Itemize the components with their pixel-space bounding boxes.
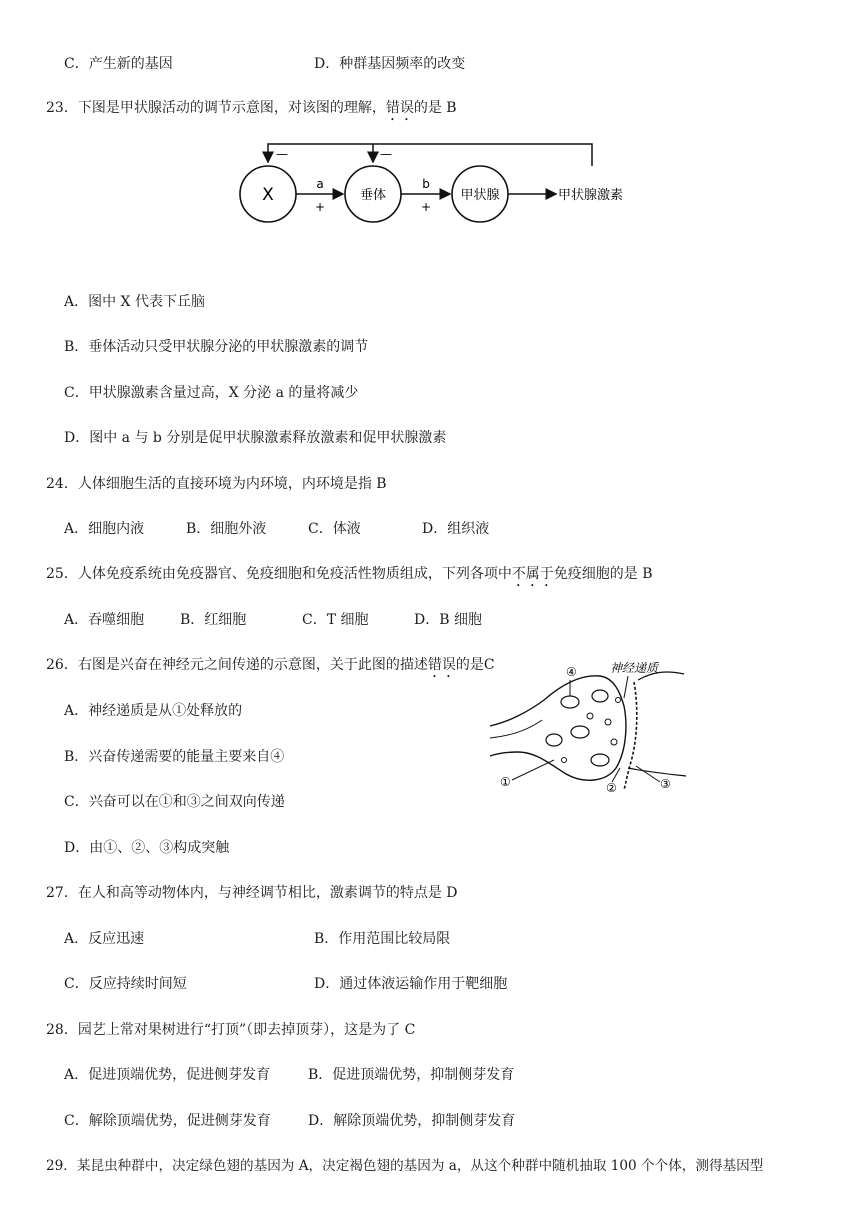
circle-3-label: ③ (660, 777, 671, 791)
q25-option-b: B．红细胞 (180, 612, 247, 628)
q26-stem-emphasis: 错误 (427, 657, 456, 673)
q24-options (64, 519, 489, 539)
q26-stem-a: 26．右图是兴奋在神经元之间传递的示意图，关于此图的描述 (46, 657, 428, 673)
synapse-diagram (488, 656, 698, 806)
node-pituitary-label: 垂体 (359, 188, 387, 203)
q28-option-b: B．促进顶端优势，抑制侧芽发育 (308, 1067, 515, 1083)
output-label: 甲状腺激素 (558, 188, 624, 203)
q23-option-b: B．垂体活动只受甲状腺分泌的甲状腺激素的调节 (64, 339, 369, 355)
q23-option-d: D．图中 a 与 b 分别是促甲状腺激素释放激素和促甲状腺激素 (64, 430, 447, 446)
q23-stem-b: 的是 B (413, 100, 457, 116)
q23-stem (46, 98, 457, 124)
plus-sign-2: + (420, 200, 432, 214)
leader-3 (636, 766, 660, 782)
q28-option-d: D．解除顶端优势，抑制侧芽发育 (308, 1113, 516, 1129)
q27-option-c: C．反应持续时间短 (64, 976, 187, 992)
q25-stem-b: 免疫细胞的是 B (553, 566, 653, 582)
plus-sign-1: + (314, 200, 326, 214)
label-b: b (422, 177, 430, 191)
leader-1 (512, 760, 554, 780)
circle-2-label: ② (606, 781, 617, 795)
thyroid-regulation-diagram (230, 136, 650, 236)
q26-stem (46, 655, 495, 681)
q27-option-a: A．反应迅速 (64, 931, 145, 947)
q24-option-b: B．细胞外液 (186, 521, 267, 537)
q27-option-b: B．作用范围比较局限 (314, 931, 451, 947)
q27-option-d: D．通过体液运输作用于靶细胞 (314, 976, 508, 992)
feedback-line (268, 144, 592, 166)
q24-option-c: C．体液 (308, 521, 361, 537)
q26-stem-b: 的是C (455, 657, 495, 673)
q25-stem-emphasis: 不属于 (511, 566, 554, 582)
q22-option-d: D．种群基因频率的改变 (314, 56, 466, 72)
leader-neurotransmitter (624, 676, 628, 698)
q25-stem (46, 564, 653, 590)
q28-option-a: A．促进顶端优势，促进侧芽发育 (64, 1067, 271, 1083)
minus-sign-1: — (276, 147, 288, 161)
q23-option-a: A．图中 X 代表下丘脑 (64, 294, 205, 310)
q22-option-c: C．产生新的基因 (64, 56, 173, 72)
q25-options (64, 610, 482, 630)
q24-option-a: A．细胞内液 (64, 521, 145, 537)
node-thyroid-label: 甲状腺 (460, 188, 500, 203)
q26-option-a: A．神经递质是从①处释放的 (64, 703, 243, 719)
circle-4-label: ④ (566, 665, 577, 679)
q28-option-c: C．解除顶端优势，促进侧芽发育 (64, 1113, 271, 1129)
minus-sign-2: — (380, 147, 392, 161)
q26-option-b: B．兴奋传递需要的能量主要来自④ (64, 749, 285, 765)
q25-option-d: D．B 细胞 (414, 612, 482, 628)
q27-stem: 27．在人和高等动物体内，与神经调节相比，激素调节的特点是 D (46, 885, 458, 901)
q25-stem-a: 25．人体免疫系统由免疫器官、免疫细胞和免疫活性物质组成，下列各项中 (46, 566, 512, 582)
q25-option-c: C．T 细胞 (302, 612, 369, 628)
q23-stem-a: 23．下图是甲状腺活动的调节示意图，对该图的理解， (46, 100, 386, 116)
node-x-label: X (262, 185, 274, 205)
q24-option-d: D．组织液 (422, 521, 490, 537)
label-a: a (316, 177, 324, 191)
q25-option-a: A．吞噬细胞 (64, 612, 145, 628)
postsynaptic-lower (628, 768, 686, 776)
q23-option-c: C．甲状腺激素含量过高，X 分泌 a 的量将减少 (64, 385, 359, 401)
q28-stem: 28．园艺上常对果树进行“打顶”（即去掉顶芽），这是为了 C (46, 1022, 416, 1038)
q29-stem: 29．某昆虫种群中，决定绿色翅的基因为 A，决定褐色翅的基因为 a，从这个种群中随机抽取 100 个个体，测得基因型 (46, 1158, 764, 1174)
q26-option-c: C．兴奋可以在①和③之间双向传递 (64, 794, 285, 810)
circle-1-label: ① (500, 775, 511, 789)
neurotransmitter-label: 神经递质 (610, 661, 659, 675)
q26-option-d: D．由①、②、③构成突触 (64, 840, 230, 856)
q24-stem: 24．人体细胞生活的直接环境为内环境，内环境是指 B (46, 476, 387, 492)
q23-stem-emphasis: 错误 (385, 100, 414, 116)
